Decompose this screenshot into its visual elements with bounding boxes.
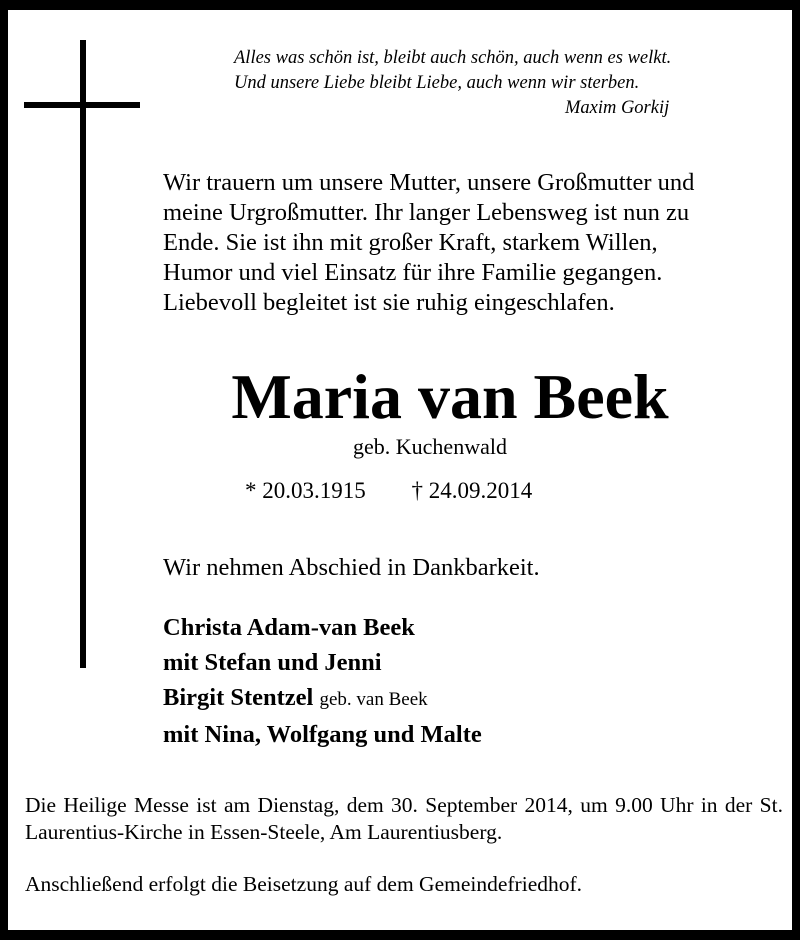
quote (234, 46, 671, 121)
quote-line: Alles was schön ist, bleibt auch schön, auch wenn es welkt. (234, 48, 672, 68)
intro-text (163, 168, 694, 318)
birth-date: * 20.03.1915 (245, 478, 366, 503)
family-line: mit Stefan und Jenni (163, 649, 382, 676)
deceased-name: Maria van Beek (231, 361, 669, 432)
family-list (163, 610, 482, 752)
family-line: Christa Adam-van Beek (163, 614, 415, 641)
burial-info: Anschließend erfolgt die Beisetzung auf dem Gemeindefriedhof. (25, 872, 583, 896)
cross-icon-vertical (80, 40, 86, 668)
family-birth-name: geb. van Beek (319, 689, 428, 710)
family-line: mit Nina, Wolfgang und Malte (163, 721, 482, 748)
birth-name: geb. Kuchenwald (353, 434, 507, 459)
intro-line: Liebevoll begleitet ist sie ruhig eingeschlafen. (163, 289, 615, 316)
farewell-text: Wir nehmen Abschied in Dankbarkeit. (163, 554, 540, 581)
mass-info: Die Heilige Messe ist am Dienstag, dem 30. September 2014, um 9.00 Uhr in der St. Laurentius-Kirche in Essen-Steele, Am Laurentiusberg. (25, 793, 783, 844)
quote-line: Und unsere Liebe bleibt Liebe, auch wenn wir sterben. (234, 73, 640, 93)
cross-icon-horizontal (24, 102, 140, 108)
obituary-notice (8, 10, 792, 930)
intro-line: meine Urgroßmutter. Ihr langer Lebensweg ist nun zu (163, 199, 690, 226)
family-line (163, 680, 482, 717)
death-date: † 24.09.2014 (411, 478, 533, 503)
intro-line: Ende. Sie ist ihn mit großer Kraft, starkem Willen, (163, 229, 658, 256)
family-name: Birgit Stentzel (163, 684, 314, 711)
intro-line: Humor und viel Einsatz für ihre Familie gegangen. (163, 259, 663, 286)
intro-line: Wir trauern um unsere Mutter, unsere Großmutter und (163, 169, 695, 196)
life-dates (245, 478, 532, 504)
quote-author: Maxim Gorkij (564, 98, 670, 118)
